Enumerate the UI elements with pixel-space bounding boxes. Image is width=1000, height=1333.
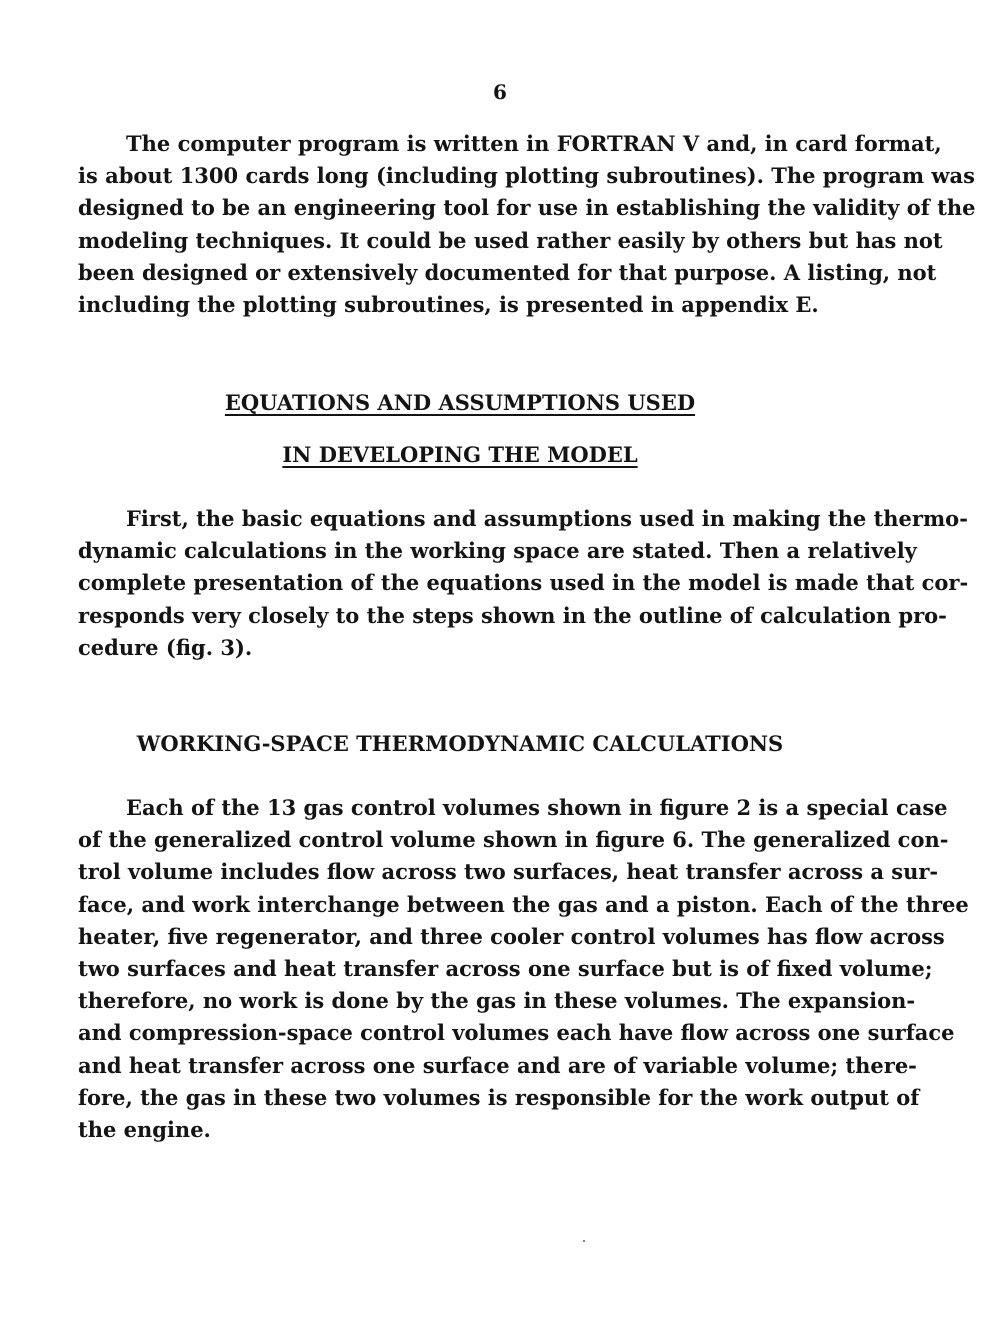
scan-speck [583, 1240, 585, 1242]
paragraph-line: cedure (fig. 3). [78, 634, 253, 660]
paragraph-line: modeling techniques. It could be used rather easily by others but has not [78, 227, 943, 253]
paragraph-line: heater, five regenerator, and three cooler control volumes has flow across [78, 923, 945, 949]
paragraph-line: of the generalized control volume shown in figure 6. The generalized con- [78, 827, 949, 853]
paragraph-line: First, the basic equations and assumptions used in making the thermo- [126, 506, 968, 531]
section-heading-text: EQUATIONS AND ASSUMPTIONS USED [224, 390, 696, 415]
paragraph-line: two surfaces and heat transfer across one surface but is of fixed volume; [78, 956, 933, 982]
paragraph-equations-intro [78, 503, 969, 664]
paragraph-line: responds very closely to the steps shown in the outline of calculation pro- [78, 602, 947, 628]
section-heading-text: IN DEVELOPING THE MODEL [282, 442, 638, 467]
paragraph-line: designed to be an engineering tool for use in establishing the validity of the [78, 195, 976, 221]
paragraph-line: dynamic calculations in the working space are stated. Then a relatively [78, 538, 917, 564]
paragraph-line: including the plotting subroutines, is presented in appendix E. [78, 292, 819, 318]
paragraph-line: the engine. [78, 1117, 211, 1143]
section-heading-line-1 [0, 389, 960, 417]
subsection-heading: WORKING-SPACE THERMODYNAMIC CALCULATIONS [136, 731, 784, 756]
paragraph-line: and compression-space control volumes each have flow across one surface [78, 1020, 955, 1046]
paragraph-line: been designed or extensively documented for that purpose. A listing, not [78, 259, 937, 285]
paragraph-control-volumes [78, 792, 969, 1146]
page-number: 6 [493, 80, 507, 104]
paragraph-line: is about 1300 cards long (including plotting subroutines). The program was [78, 163, 975, 189]
section-heading-line-2 [0, 441, 960, 469]
paragraph-line: therefore, no work is done by the gas in these volumes. The expansion- [78, 988, 916, 1014]
paragraph-line: and heat transfer across one surface and are of variable volume; there- [78, 1052, 917, 1078]
paragraph-program-description [78, 128, 976, 321]
paragraph-line: Each of the 13 gas control volumes shown in figure 2 is a special case [126, 795, 948, 820]
paragraph-line: The computer program is written in FORTRAN V and, in card format, [126, 131, 942, 156]
paragraph-line: face, and work interchange between the gas and a piston. Each of the three [78, 891, 969, 917]
paragraph-line: complete presentation of the equations used in the model is made that cor- [78, 570, 969, 596]
paragraph-line: trol volume includes flow across two surfaces, heat transfer across a sur- [78, 859, 939, 885]
paragraph-line: fore, the gas in these two volumes is responsible for the work output of [78, 1084, 920, 1110]
